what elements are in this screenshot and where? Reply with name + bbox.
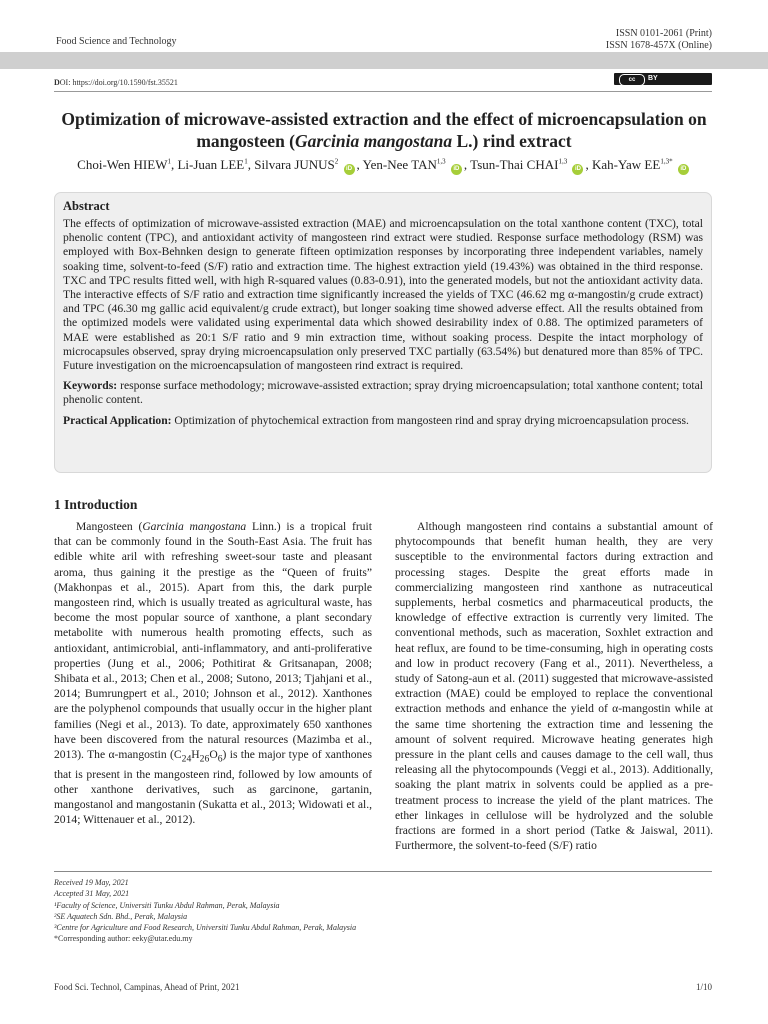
footnotes bbox=[54, 877, 356, 945]
orcid-icon[interactable]: iD bbox=[678, 164, 689, 175]
journal-name: Food Science and Technology bbox=[56, 36, 177, 47]
doi-link[interactable]: DOI: https://doi.org/10.1590/fst.35521 bbox=[54, 78, 178, 87]
author-name: Tsun-Thai CHAI bbox=[470, 157, 559, 172]
orcid-icon[interactable]: iD bbox=[451, 164, 462, 175]
author bbox=[77, 157, 171, 172]
body-column-left bbox=[54, 519, 372, 827]
author-affiliation-mark: 1,3* bbox=[660, 157, 673, 166]
body-column-right bbox=[395, 519, 713, 853]
article-title: Optimization of microwave-assisted extraction and the effect of microencapsulation on mangosteen (Garcinia mangostana L.) rind extract bbox=[61, 109, 707, 151]
author-affiliation-mark: 1,3 bbox=[558, 157, 568, 166]
issn-online: ISSN 1678-457X (Online) bbox=[605, 40, 712, 51]
author-list: Choi-Wen HIEW$^1$, Li-Juan LEE$^1$, Silvara JUNUS$^2$ iD , Yen-Nee TAN$^{1,3}$ iD , Tsun-Thai CHAI$^{1,3}$ iD , Kah-Yaw $EE^{1,3*}$ iD bbox=[30, 157, 738, 175]
keywords: Keywords: response surface methodology; microwave-assisted extraction; spray drying microencapsulation; total xanthone content; total phenolic content. bbox=[63, 379, 703, 407]
page-number: 1/10 bbox=[695, 982, 712, 992]
intro-paragraph-1: Mangosteen (Garcinia mangostana Linn.) is a tropical fruit that can be commonly found in the South-East Asia. The fruit has edible white aril with refreshing sweet-sour taste and pleasant aroma, thus gaining it the prestige as the “Queen of fruits” (Makhonpas et al., 2015). Apart from this, the dark purple mangosteen rind, which is usually treated as agricultural waste, has become the most popular source of xanthone, a plant secondary metabolite with numerous health promoting effects, such as antioxidant, antimicrobial, anti-inflammatory, and anti-proliferative properties (Jung et al., 2006; Pothitirat & Gritsanapan, 2008; Shibata et al., 2013; Chen et al., 2008; Sutono, 2013; Tjahjani et al., 2014; Bumrungpert et al., 2010; Johnson et al., 2012). Xanthones are the polyphenol compounds that usually occur in the higher plant families (Negi et al., 2013). To date, approximately 650 xanthones have been discovered from the natural resources (Mazimba et al., 2013). The α-mangostin $(C_{24}H_{26}O_6)$ is the major type of xanthones that is present in the mangosteen rind, followed by low amounts of other xanthone derivatives, such as garcinone, gartanin, mangostanol and mangostanin (Sukatta et al., 2013; Widowati et al., 2014; Wittenauer et al., 2012). bbox=[54, 520, 373, 827]
author bbox=[592, 157, 691, 172]
doi-divider bbox=[54, 91, 712, 92]
abstract-text: The effects of optimization of microwave-assisted extraction (MAE) and microencapsulation on the total xanthone content (TXC), total phenolic content (TPC), and antioxidant activity of mangosteen rind extract were studied. Response surface methodology (RSM) was employed with Box-Behnken design to generate fifteen optimization responses by incorporating three independent variables, namely soaking time, solvent-to-feed (S/F) ratio and extraction time. The highest extraction yield (19.43%) was obtained in the third response. TXC and TPC results fitted well, with high R-squared values (0.83-0.91), into the generated models, but not the antioxidant activity data. The interactive effects of S/F ratio and extraction time significantly increased the yields of TXC (46.62 mg α-mangostin/g crude extract) and TPC (46.30 mg gallic acid equivalent/g crude extract), but longer soaking time showed adverse effect. All the results obtained from the optimized models were validated using experimental data which showed desirability index of 0.88. The optimized parameters of MAE were established as 20:1 S/F ratio and 9 min extraction time, without soaking process. Despite the intact morphology of microcapsules observed, spray drying microencapsulation only preserved TXC partially (63.54%) but denatured more than 85% of TPC. Future investigation on the microencapsulation of mangosteen rind extract is required. bbox=[63, 217, 703, 373]
affiliation-2: ²SE Aquatech Sdn. Bhd., Perak, Malaysia bbox=[54, 911, 188, 921]
author bbox=[470, 157, 585, 172]
author-name: Yen-Nee TAN bbox=[362, 157, 437, 172]
footer-citation: Food Sci. Technol, Campinas, Ahead of Print, 2021 bbox=[54, 982, 240, 992]
header-band bbox=[0, 52, 768, 69]
creative-commons-icon: cc bbox=[619, 74, 645, 86]
practical-application: Practical Application: Optimization of phytochemical extraction from mangosteen rind and spray drying microencapsulation process. bbox=[63, 413, 689, 427]
author-name: Choi-Wen HIEW bbox=[77, 157, 168, 172]
author bbox=[363, 157, 464, 172]
author-name: Li-Juan LEE bbox=[177, 157, 245, 172]
author-name: Kah-Yaw EE bbox=[591, 157, 661, 172]
received-date: Received 19 May, 2021 bbox=[54, 878, 129, 887]
orcid-icon[interactable]: iD bbox=[344, 164, 355, 175]
issn-block bbox=[606, 28, 712, 52]
abstract-box bbox=[54, 192, 712, 473]
author bbox=[254, 157, 356, 172]
author-affiliation-mark: 2 bbox=[334, 157, 339, 166]
author-affiliation-mark: 1 bbox=[167, 157, 171, 166]
corresponding-author: *Corresponding author: eeky@utar.edu.my bbox=[54, 934, 193, 944]
cc-by-license-badge[interactable] bbox=[614, 73, 712, 85]
section-heading-introduction: 1 Introduction bbox=[54, 497, 138, 512]
intro-paragraph-2: Although mangosteen rind contains a substantial amount of phytocompounds that benefit human health, they are very susceptible to the environmental factors during extraction and processing stages. Despite the great efforts made in commercializing mangosteen rind xanthone as nutraceutical supplements, herbal cosmetics and pharmaceutical products, the knowledge of effective extraction is currently very limited. The conventional methods, such as maceration, Soxhlet extraction and heat reflux, are found to be time-consuming, high in operating costs and low in product recovery (Fang et al., 2011). Nevertheless, a study of Satong-aun et al. (2011) suggested that microwave-assisted extraction (MAE) could be employed to replace the conventional extraction methods and enhance the yield of α-mangostin while at the same time shortening the extraction time and lessening the amount of solvent required. Microwave heating generates high pressure in the plant cells and causes damage to the cell wall, thus releasing all the phytocompounds (Veggi et al., 2013). Additionally, soaking the plant matrix in solvents could be applied as a pre-treatment process to increase the yield of the plant matrices. The ether linkages in cellulose will be hydrolyzed and the soluble fractions are formed in a short period (Tatke & Jaiswal, 2011). Furthermore, the solvent-to-feed (S/F) ratio bbox=[395, 520, 713, 853]
by-label: BY bbox=[648, 75, 658, 82]
author-affiliation-mark: 1,3 bbox=[436, 157, 446, 166]
issn-print: ISSN 0101-2061 (Print) bbox=[615, 28, 712, 39]
author-name: Silvara JUNUS bbox=[254, 157, 335, 172]
affiliation-1: ¹Faculty of Science, Universiti Tunku Abdul Rahman, Perak, Malaysia bbox=[54, 900, 280, 910]
footnote-divider bbox=[54, 871, 712, 872]
orcid-icon[interactable]: iD bbox=[572, 164, 583, 175]
author bbox=[177, 157, 247, 172]
accepted-date: Accepted 31 May, 2021 bbox=[54, 889, 130, 899]
affiliation-3: ³Centre for Agriculture and Food Research, Universiti Tunku Abdul Rahman, Perak, Malaysia bbox=[54, 923, 357, 933]
author-affiliation-mark: 1 bbox=[244, 157, 248, 166]
abstract-heading: Abstract bbox=[63, 199, 110, 213]
